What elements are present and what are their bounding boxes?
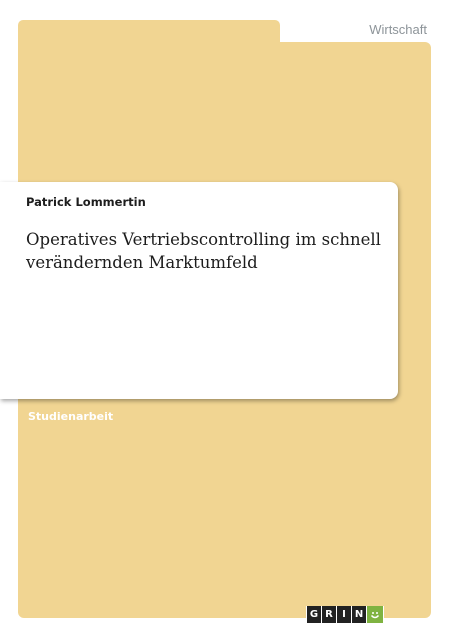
category-label: Wirtschaft: [369, 22, 427, 37]
logo-letter-r: R: [322, 606, 336, 623]
logo-letter-g: G: [307, 606, 321, 623]
title-card: [0, 182, 398, 399]
author-name: Patrick Lommertin: [26, 195, 146, 209]
logo-letter-n: N: [352, 606, 366, 623]
publication-type: Studienarbeit: [28, 410, 114, 423]
logo-letter-i: I: [337, 606, 351, 623]
book-title: Operatives Vertriebscontrolling im schnell verändernden Marktumfeld: [26, 230, 381, 272]
smiley-icon: [367, 606, 383, 623]
publisher-logo: [306, 606, 384, 623]
